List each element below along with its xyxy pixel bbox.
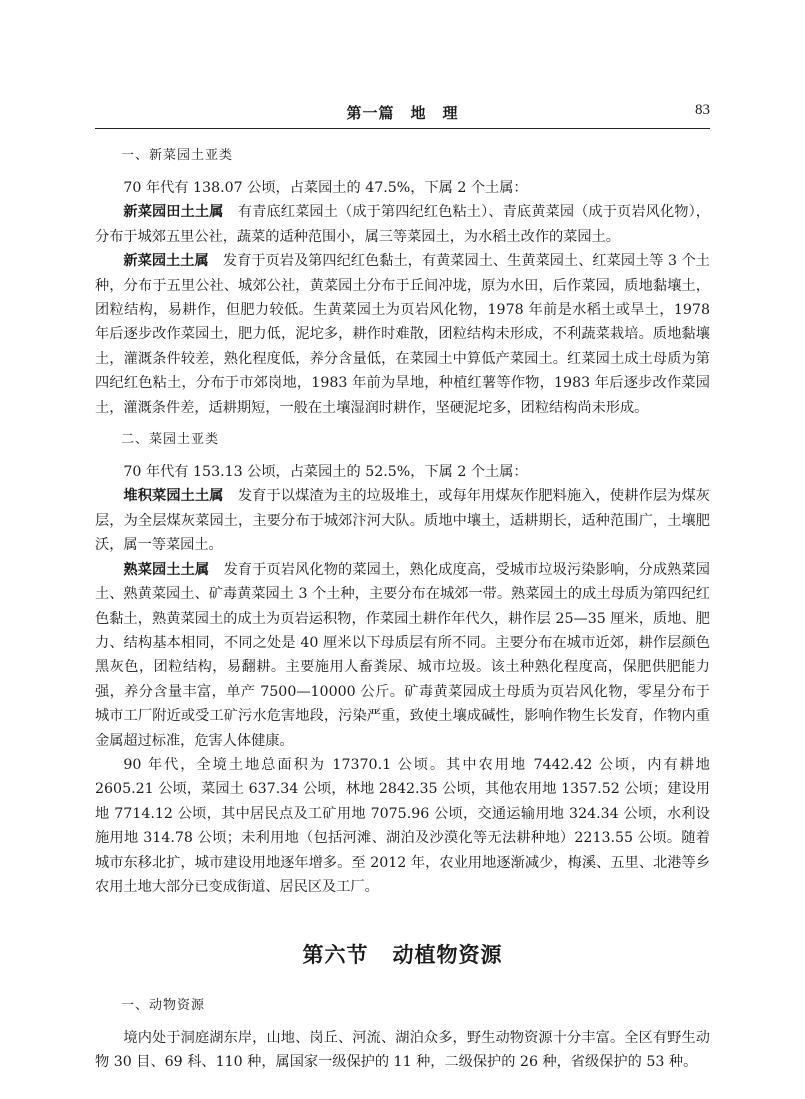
paragraph: 新菜园土土属 发育于页岩及第四纪红色黏土，有黄菜园土、生黄菜园土、红菜园土等 3 个土种，分布于五里公社、城郊公社，黄菜园土分布于丘间冲垅，原为水田，后作菜园，质地黏壤土，团粒结构，易耕作，但肥力较低。生黄菜园土为页岩风化物，1978 年前是水稻土或旱土，1978 年后逐步改作菜园土，肥力低，泥坨多，耕作时难散，团粒结构未形成，不利蔬菜栽培。质地黏壤土，灌溉条件较差，熟化程度低，养分含量低，在菜园土中算低产菜园土。红菜园土成土母质为第四纪红色粘土，分布于市郊岗地，1983 年前为旱地，种植红薯等作物，1983 年后逐步改作菜园土，灌溉条件差，适耕期短，一般在土壤湿润时耕作，坚硬泥坨多，团粒结构尚未形成。 — [95, 253, 710, 416]
term: 新菜园土土属 — [123, 253, 209, 270]
subsection-heading: 二、菜园土亚类 — [121, 432, 220, 448]
paragraph: 90 年代，全境土地总面积为 17370.1 公顷。其中农用地 7442.42 公顷，内有耕地 2605.21 公顷，菜园土 637.34 公顷，林地 2842.35 公顷，其他农用地 1357.52 公顷；建设用地 7714.12 公顷，其中居民点及工矿用地 7075.96 公顷，交通运输用地 324.34 公顷，水利设施用地 314.78 公顷；未利用地（包括河滩、湖泊及沙漠化等无法耕种地）2213.55 公顷。随着城市东移北扩，城市建设用地逐年增多。至 2012 年，农业用地逐渐减少，梅溪、五里、北港等乡农用土地大部分已变成街道、居民区及工厂。 — [95, 756, 710, 895]
paragraph: 熟菜园土土属 发育于页岩风化物的菜园土，熟化成度高，受城市垃圾污染影响，分成熟菜园土、熟黄菜园土、矿毒黄菜园土 3 个土种，主要分布在城郊一带。熟菜园土的成土母质为第四纪红色黏土，熟黄菜园土的成土为页岩运积物，作菜园土耕作年代久，耕作层 25—35 厘米，质地、肥力、结构基本相同，不同之处是 40 厘米以下母质层有所不同。主要分布在城市近郊，耕作层颜色黑灰色，团粒结构，易翻耕。主要施用人畜粪尿、城市垃圾。该土种熟化程度高，保肥供肥能力强，养分含量丰富，单产 7500—10000 公斤。矿毒黄菜园成土母质为页岩风化物，零星分布于城市工厂附近或受工矿污水危害地段，污染严重，致使土壤成碱性，影响作物生长发育，作物内重金属超过标准，危害人体健康。 — [95, 561, 710, 749]
section-title: 第六节 动植物资源 — [302, 943, 503, 968]
term: 堆积菜园土土属 — [123, 488, 224, 505]
paragraph: 新菜园田土土属 有青底红菜园土（成于第四纪红色粘土）、青底黄菜园（成于页岩风化物），分布于城郊五里公社，蔬菜的适种范围小，属三等菜园土，为水稻土改作的菜园土。 — [95, 204, 710, 245]
term: 熟菜园土土属 — [123, 561, 210, 578]
paragraph: 堆积菜园土土属 发育于以煤渣为主的垃圾堆土，或每年用煤灰作肥料施入，使耕作层为煤灰层，为全层煤灰菜园土，主要分布于城郊汴河大队。质地中壤土，适耕期长，适种范围广，土壤肥沃，属一等菜园土。 — [95, 488, 710, 554]
subsection-heading: 一、动物资源 — [121, 997, 206, 1013]
paragraph: 70 年代有 153.13 公顷，占菜园土的 52.5%，下属 2 个土属： — [123, 464, 528, 481]
term: 新菜园田土土属 — [123, 204, 224, 221]
paragraph: 境内处于洞庭湖东岸，山地、岗丘、河流、湖泊众多，野生动物资源十分丰富。全区有野生动物 30 目、69 科、110 种，属国家一级保护的 11 种，二级保护的 26 种，省级保护的 53 种。 — [95, 1029, 710, 1071]
page-body — [95, 144, 710, 1075]
running-header — [95, 100, 710, 129]
paragraph: 70 年代有 138.07 公顷，占菜园土的 47.5%，下属 2 个土属： — [123, 180, 528, 196]
header-title: 第一篇 地 理 — [346, 104, 459, 122]
subsection-heading: 一、新菜园土亚类 — [121, 148, 234, 163]
page-number: 83 — [695, 102, 710, 118]
